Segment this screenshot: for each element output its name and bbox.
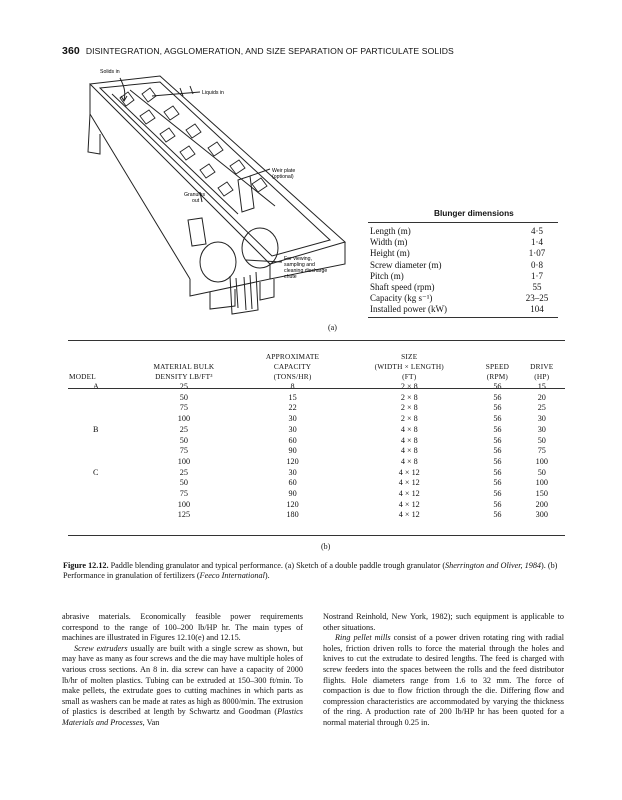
- paragraph: Screw extruders usually are built with a single screw as shown, but may have as many as four screws and the die may have multiple holes of various cross sections. An 8 in. dia screw can have a capacity of 2000 lb/hr of molten plastics. Tubing can be extruded at 150–300 ft/min. To make pellets, the extrudate goes to cutting machines in which parts as small as washers can be made at rates as high as 8000/min. The extrusion of plastics is described at length by Schwartz and Goodman (Plastics Materials and Processes, Van: [62, 643, 303, 727]
- header-size: SIZE (WIDTH × LENGTH) (FT): [374, 352, 444, 381]
- blunger-row: Capacity (kg s⁻¹) 23–25: [370, 293, 549, 304]
- blunger-row: Height (m) 1·07: [370, 248, 546, 259]
- cell-density: 75: [179, 446, 188, 456]
- cell-speed: 56: [493, 510, 502, 520]
- table-row: [69, 403, 564, 414]
- cell-size: 2 × 8: [400, 403, 418, 413]
- table-row: [69, 414, 564, 425]
- cell-model: [69, 489, 126, 500]
- cell-drive: 100: [535, 478, 548, 488]
- cell-drive: 100: [535, 456, 548, 466]
- cell-size: 4 × 12: [398, 478, 420, 488]
- cell-density: 25: [179, 424, 188, 434]
- bearing-right: [242, 228, 278, 268]
- cell-drive: 50: [537, 467, 546, 477]
- cell-size: 2 × 8: [400, 414, 418, 424]
- label-viewing-3: cleaning discharge: [284, 268, 328, 274]
- cell-speed: 56: [493, 435, 502, 445]
- label-viewing-2: sampling and: [284, 262, 315, 268]
- table-row: [69, 425, 564, 436]
- cell-model: C: [93, 467, 99, 477]
- paragraph: Nostrand Reinhold, New York, 1982); such equipment is applicable to other situations.: [323, 612, 564, 632]
- cell-drive: 50: [537, 435, 546, 445]
- cell-drive: 25: [537, 403, 546, 413]
- cell-density: 50: [179, 478, 188, 488]
- right-column: [323, 612, 564, 729]
- page-number: 360: [62, 45, 80, 57]
- cell-drive: 20: [537, 392, 546, 402]
- cell-capacity: 180: [286, 510, 299, 520]
- support-front2: [260, 279, 274, 300]
- label-solids-in: Solids in: [100, 69, 120, 75]
- granulator-sketch: [60, 64, 370, 326]
- cell-size: 4 × 8: [400, 435, 418, 445]
- label-liquids-in: Liquids in: [202, 90, 224, 96]
- cell-model: [69, 393, 126, 404]
- cell-model: [69, 414, 126, 425]
- blunger-row: Screw diameter (m) 0·8: [370, 259, 543, 270]
- cell-model: [69, 436, 126, 447]
- cell-model: [69, 403, 126, 414]
- table-top-rule: [68, 340, 565, 341]
- cell-capacity: 15: [288, 392, 297, 402]
- cell-model: [69, 457, 126, 468]
- blunger-table: [370, 226, 556, 316]
- cell-capacity: 120: [286, 499, 299, 509]
- cell-model: [69, 500, 126, 511]
- cell-size: 4 × 8: [400, 456, 418, 466]
- header-model: MODEL: [69, 372, 96, 381]
- cell-density: 100: [177, 499, 191, 509]
- cell-speed: 56: [493, 382, 502, 391]
- cell-density: 100: [177, 456, 191, 466]
- cell-size: 4 × 12: [398, 489, 420, 499]
- cell-drive: 75: [537, 446, 546, 456]
- label-a: (a): [328, 323, 337, 332]
- label-granules-1: Granules: [184, 192, 206, 198]
- blunger-row: Shaft speed (rpm) 55: [370, 282, 542, 293]
- table-row: [69, 468, 564, 479]
- cell-model: [69, 446, 126, 457]
- cell-capacity: 22: [288, 403, 297, 413]
- header-density: MATERIAL BULK DENSITY LB/FT³: [153, 362, 215, 381]
- cell-density: 25: [179, 467, 188, 477]
- cell-capacity: 30: [288, 424, 297, 434]
- cell-density: 100: [177, 414, 191, 424]
- cell-density: 75: [179, 403, 188, 413]
- cell-speed: 56: [493, 403, 502, 413]
- cell-speed: 56: [493, 467, 502, 477]
- blunger-row: Length (m) 4·5: [370, 226, 543, 236]
- bearing-left: [200, 242, 236, 282]
- table-row: [69, 510, 564, 521]
- cell-density: 75: [179, 489, 188, 499]
- cell-drive: 150: [535, 489, 548, 499]
- cell-size: 4 × 12: [398, 467, 420, 477]
- figure-caption: Figure 12.12. Paddle blending granulator and typical performance. (a) Sketch of a double paddle trough granulator (Sherrington and Oliver, 1984). (b) Performance in granulation of fertilizers (Feeco International).: [63, 561, 558, 581]
- cell-size: 2 × 8: [400, 392, 418, 402]
- cell-speed: 56: [493, 424, 502, 434]
- shaft-1: [112, 94, 238, 214]
- cell-capacity: 90: [288, 446, 297, 456]
- blunger-row: Width (m) 1·4: [370, 237, 543, 248]
- table-row: [69, 457, 564, 468]
- cell-model: A: [93, 382, 99, 391]
- label-viewing-1: For viewing,: [284, 256, 312, 262]
- paragraph: Ring pellet mills consist of a power driven rotating ring with radial holes, friction driven rolls to force the material through the holes and knives to cut the extrudate to desired lengths. The feed is charged with screw feeders into the spaces between the rolls and the feed distributor flights. Hole diameters range from 1.6 to 32 mm. The force of compaction is due to flow friction through the die. Differing flow and compression characteristics are accommodated by varying the thickness of the ring. A production rate of 200 lb/HP hr has been quoted for a normal material through 0.25 in.: [323, 633, 564, 727]
- cell-speed: 56: [493, 414, 502, 424]
- table-header-rule: [68, 388, 565, 389]
- cell-model: [69, 478, 126, 489]
- cell-drive: 30: [537, 414, 546, 424]
- cell-size: 4 × 8: [400, 424, 418, 434]
- performance-table: [69, 352, 564, 521]
- trough-rim-inner: [100, 82, 330, 256]
- blunger-title: Blunger dimensions: [434, 208, 514, 218]
- cell-capacity: 60: [288, 435, 297, 445]
- cell-size: 4 × 8: [400, 446, 418, 456]
- cell-density: 50: [179, 392, 188, 402]
- cell-capacity: 30: [288, 467, 297, 477]
- cell-speed: 56: [493, 499, 502, 509]
- table-row: [69, 436, 564, 447]
- cell-speed: 56: [493, 456, 502, 466]
- cell-drive: 30: [537, 424, 546, 434]
- weir-plate: [238, 176, 254, 212]
- table-bottom-rule: [68, 535, 565, 536]
- cell-speed: 56: [493, 478, 502, 488]
- label-weir-plate-2: (optional): [272, 174, 294, 180]
- cell-drive: 200: [535, 499, 548, 509]
- cell-model: [69, 510, 126, 521]
- header-capacity: APPROXIMATE CAPACITY (TONS/HR): [265, 352, 320, 381]
- cell-capacity: 90: [288, 489, 297, 499]
- table-body: [69, 382, 564, 521]
- cell-speed: 56: [493, 446, 502, 456]
- label-viewing-4: chute: [284, 274, 297, 280]
- table-row: [69, 500, 564, 511]
- cell-speed: 56: [493, 392, 502, 402]
- cell-capacity: 120: [286, 456, 299, 466]
- cell-density: 50: [179, 435, 188, 445]
- label-b: (b): [321, 542, 331, 551]
- cell-drive: 15: [537, 382, 546, 391]
- blunger-top-rule: [368, 222, 558, 223]
- cell-size: 4 × 12: [398, 510, 420, 520]
- granules-outlet: [188, 218, 206, 246]
- paragraph: abrasive materials. Economically feasible power requirements correspond to the range of 100–200 lb/HP hr. The main types of machines are illustrated in Figures 12.10(e) and 12.15.: [62, 612, 303, 643]
- table-row: [69, 478, 564, 489]
- cell-size: 4 × 12: [398, 499, 420, 509]
- cell-model: B: [93, 424, 99, 434]
- label-weir-plate-1: Weir plate: [272, 168, 296, 174]
- cell-capacity: 60: [288, 478, 297, 488]
- blunger-row: Pitch (m) 1·7: [370, 270, 543, 281]
- cell-size: 2 × 8: [400, 382, 418, 391]
- cell-density: 25: [179, 382, 188, 391]
- left-column: [62, 612, 303, 729]
- blunger-bottom-rule: [368, 317, 558, 318]
- running-header: [62, 45, 454, 57]
- table-row: [69, 446, 564, 457]
- cell-capacity: 30: [288, 414, 297, 424]
- table-row: [69, 489, 564, 500]
- running-title: DISINTEGRATION, AGGLOMERATION, AND SIZE SEPARATION OF PARTICULATE SOLIDS: [85, 46, 454, 56]
- header-speed: SPEED (RPM): [485, 362, 510, 381]
- cell-drive: 300: [535, 510, 548, 520]
- cell-density: 125: [177, 510, 191, 520]
- table-header-row: [69, 352, 564, 382]
- table-row: [69, 393, 564, 404]
- cell-speed: 56: [493, 489, 502, 499]
- trough-side-left: [90, 84, 190, 279]
- header-drive: DRIVE (HP): [530, 362, 554, 381]
- blunger-row: Installed power (kW) 104: [370, 304, 544, 315]
- label-granules-2: out: [192, 198, 200, 204]
- cell-capacity: 8: [290, 382, 295, 391]
